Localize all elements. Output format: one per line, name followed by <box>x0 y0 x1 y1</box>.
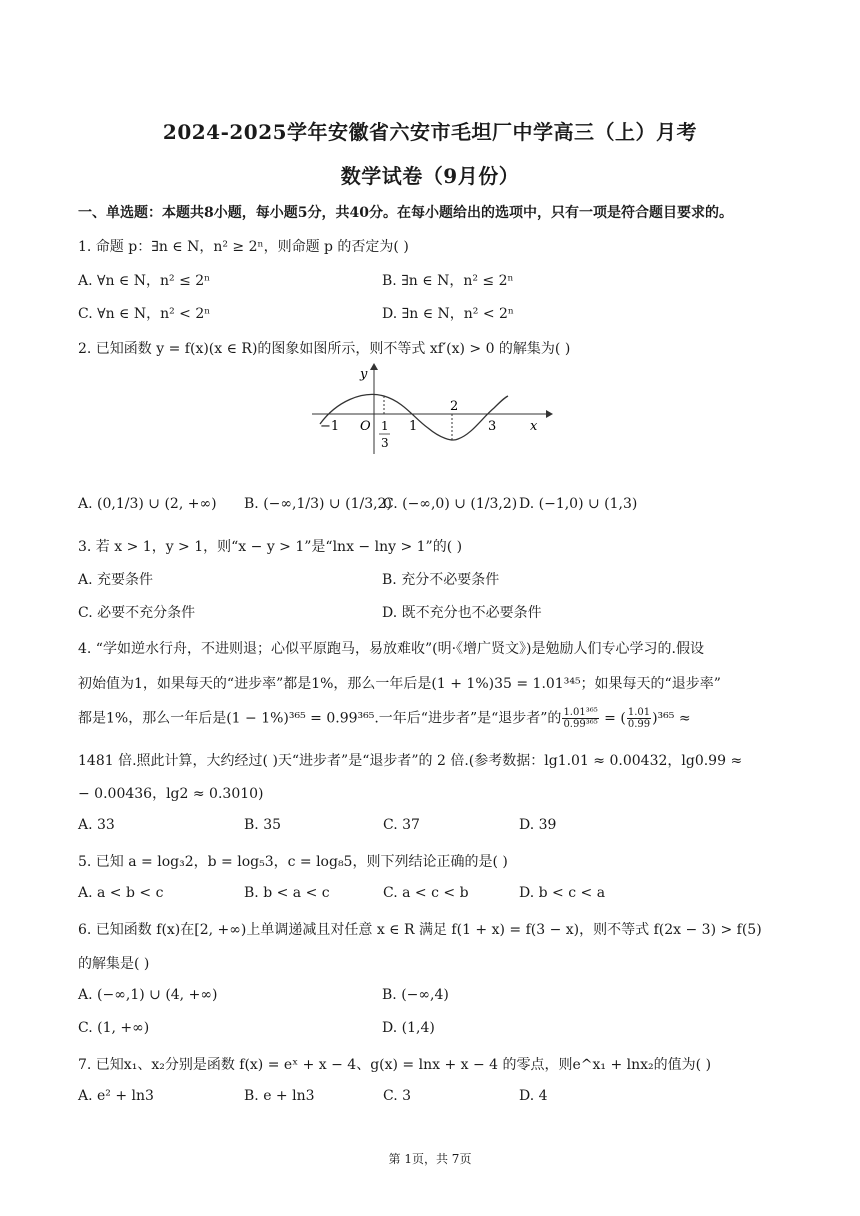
q5-option-d: D. b < c < a <box>519 885 606 901</box>
label-origin: O <box>360 419 371 434</box>
question-4-line-1: 4. “学如逆水行舟，不进则退；心似平原跑马，易放难收”(明·《增广贤文》)是勉励人们专心学习的.假设 <box>78 641 704 657</box>
q3-option-a: A. 充要条件 <box>78 572 154 588</box>
q1-option-d: D. ∃n ∈ N，n² < 2ⁿ <box>382 306 514 322</box>
q5-option-a: A. a < b < c <box>78 885 164 901</box>
q6-option-c: C. (1, +∞) <box>78 1020 150 1036</box>
q4-ratio-eq: = ( <box>599 710 626 727</box>
question-6-line-1: 6. 已知函数 f(x)在[2, +∞)上单调递减且对任意 x ∈ R 满足 f(1 + x) = f(3 − x)，则不等式 f(2x − 3) > f(5) <box>78 922 762 938</box>
q2-option-b: B. (−∞,1/3) ∪ (1/3,2) <box>244 496 392 512</box>
q4-option-b: B. 35 <box>244 817 282 833</box>
q4-ratio-fraction-2 <box>627 707 651 730</box>
label-three: 3 <box>488 419 497 434</box>
question-4-line-3 <box>78 707 691 730</box>
x-axis-arrow <box>546 410 553 418</box>
function-graph <box>306 362 556 458</box>
q4-option-a: A. 33 <box>78 817 115 833</box>
label-y: y <box>360 367 368 382</box>
label-third-den: 3 <box>381 436 389 450</box>
exam-title: 2024-2025学年安徽省六安市毛坦厂中学高三（上）月考 <box>162 120 698 144</box>
q7-option-b: B. e + ln3 <box>244 1088 315 1104</box>
q7-option-c: C. 3 <box>383 1088 412 1104</box>
q3-option-b: B. 充分不必要条件 <box>382 572 500 588</box>
q3-option-d: D. 既不充分也不必要条件 <box>382 605 542 621</box>
q7-option-a: A. e² + ln3 <box>78 1088 154 1104</box>
q4-f1-den: 0.99³⁶⁵ <box>563 719 598 730</box>
label-two: 2 <box>450 399 459 414</box>
q5-option-b: B. b < a < c <box>244 885 330 901</box>
question-6-line-2: 的解集是( ) <box>78 956 150 972</box>
label-neg1: −1 <box>320 419 340 434</box>
question-2-stem: 2. 已知函数 y = f(x)(x ∈ R)的图象如图所示，则不等式 xf′(x) > 0 的解集为( ) <box>78 341 571 357</box>
question-5-stem: 5. 已知 a = log₃2，b = log₅3，c = log₈5，则下列结论正确的是( ) <box>78 854 508 870</box>
question-4-line-4: 1481 倍.照此计算，大约经过( )天“进步者”是“退步者”的 2 倍.(参考数据：lg1.01 ≈ 0.00432，lg0.99 ≈ <box>78 753 743 769</box>
q3-option-c: C. 必要不充分条件 <box>78 605 196 621</box>
q4-f2-num: 1.01 <box>627 707 651 718</box>
q4-ratio-tail: )³⁶⁵ ≈ <box>652 710 691 727</box>
q4-f1-num: 1.01³⁶⁵ <box>563 707 598 718</box>
question-4-line-2: 初始值为1，如果每天的“进步率”都是1%，那么一年后是(1 + 1%)35 = 1.01³⁴⁵；如果每天的“退步率” <box>78 676 721 692</box>
q6-option-d: D. (1,4) <box>382 1020 435 1036</box>
y-axis-arrow <box>370 363 378 370</box>
q4-ratio-fraction-1 <box>562 707 598 730</box>
label-one: 1 <box>409 419 418 434</box>
q2-option-c: C. (−∞,0) ∪ (1/3,2) <box>383 496 518 512</box>
q5-option-c: C. a < c < b <box>383 885 469 901</box>
q1-option-c: C. ∀n ∈ N，n² < 2ⁿ <box>78 306 211 322</box>
q2-option-a: A. (0,1/3) ∪ (2, +∞) <box>78 496 217 512</box>
section-heading: 一、单选题：本题共8小题，每小题5分，共40分。在每小题给出的选项中，只有一项是符合题目要求的。 <box>78 205 733 221</box>
q7-option-d: D. 4 <box>519 1088 548 1104</box>
q4-option-d: D. 39 <box>519 817 557 833</box>
q4-option-c: C. 37 <box>383 817 420 833</box>
q6-option-b: B. (−∞,4) <box>382 987 449 1003</box>
exam-subtitle: 数学试卷（9月份） <box>340 164 520 188</box>
q4-f2-den: 0.99 <box>627 719 651 730</box>
q6-option-a: A. (−∞,1) ∪ (4, +∞) <box>78 987 218 1003</box>
label-third-num: 1 <box>381 419 389 433</box>
page-footer: 第 1页，共 7页 <box>388 1152 472 1166</box>
label-x: x <box>530 419 538 434</box>
q1-option-a: A. ∀n ∈ N，n² ≤ 2ⁿ <box>78 273 211 289</box>
q2-option-d: D. (−1,0) ∪ (1,3) <box>519 496 638 512</box>
question-7-stem: 7. 已知x₁、x₂分别是函数 f(x) = eˣ + x − 4、g(x) = lnx + x − 4 的零点，则e^x₁ + lnx₂的值为( ) <box>78 1057 712 1073</box>
q1-option-b: B. ∃n ∈ N，n² ≤ 2ⁿ <box>382 273 514 289</box>
question-1-stem: 1. 命题 p：∃n ∈ N，n² ≥ 2ⁿ，则命题 p 的否定为( ) <box>78 239 409 255</box>
q4-line-3-text: 都是1%，那么一年后是(1 − 1%)³⁶⁵ = 0.99³⁶⁵.一年后“进步者”是“退步者”的 <box>78 710 562 727</box>
question-4-line-5: − 0.00436，lg2 ≈ 0.3010) <box>78 786 264 802</box>
question-3-stem: 3. 若 x > 1，y > 1，则“x − y > 1”是“lnx − lny > 1”的( ) <box>78 539 463 555</box>
